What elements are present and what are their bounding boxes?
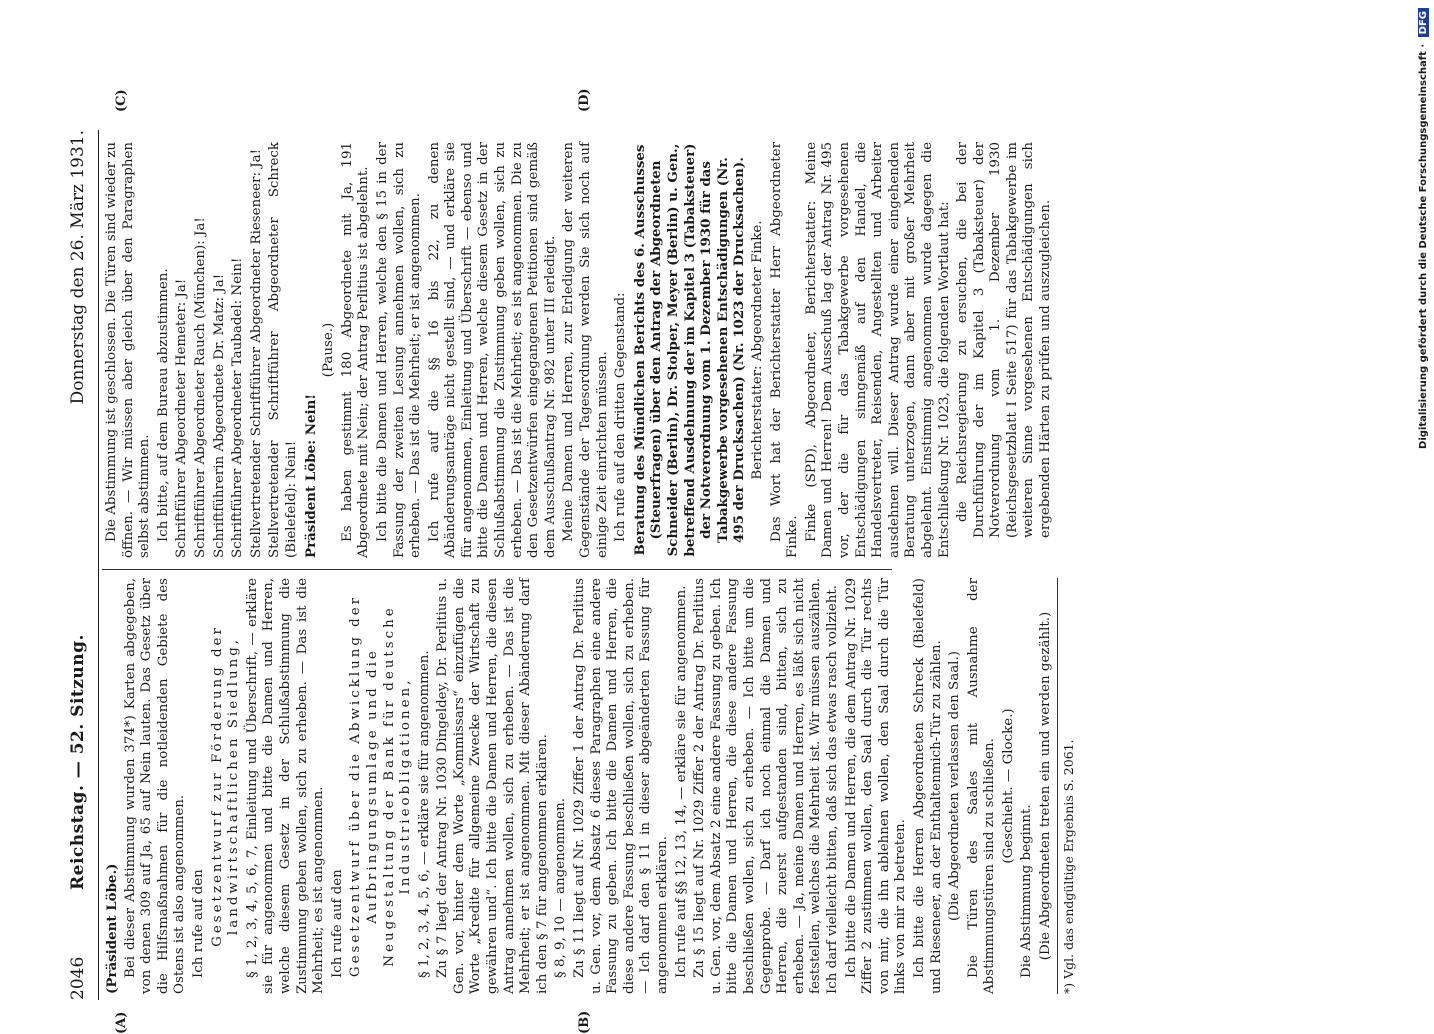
paragraph: Die Abstimmung beginnt. <box>1019 804 1035 978</box>
stage-direction: (Pause.) <box>321 322 337 378</box>
paragraph: Die Abstimmung ist geschlossen. Die Türen sind wieder zu öffnen. — Wir müssen aber gleich über den Paragraphen selbst abstimmen. <box>104 142 153 558</box>
paragraph: Ich bitte die Damen und Herren, welche den § 15 in der Fassung der zweiten Lesung annehmen wollen, sich zu erheben. — Das ist die Mehrheit; er ist angenommen. <box>374 142 424 558</box>
paragraph: Bei dieser Abstimmung wurden 374*) Karten abgegeben, von denen 309 auf Ja, 65 auf Nein lauten. Das Gesetz über die Hilfsmaßnahmen für die notleidenden Gebiete des Ostens ist also angenommen. <box>122 578 188 994</box>
vote-line: Stellvertretender Schriftführer Abgeordneter Schreck (Bielefeld): Nein! <box>267 142 299 558</box>
margin-mark-d: (D) <box>577 88 592 112</box>
paragraph: § 1, 2, 3, 4, 5, 6, — erkläre sie für angenommen. <box>416 650 432 978</box>
paragraph: Berichterstatter: Abgeordneter Finke. <box>749 220 765 480</box>
bill-title: Gesetzentwurf über die Abwicklung der Aufbringungsumlage und die Neugestaltung der Bank für deutsche Industrieobligationen, <box>348 594 414 978</box>
paragraph: § 1, 2, 3, 4, 5, 6, 7, Einleitung und Überschrift, — erkläre sie für angenommen und bitte die Damen und Herren, welche diesem Gesetz in der Schlußabstimmung die Zustimmung geben wollen, sich zu erheben. — Das ist die Mehrheit; es ist angenommen. <box>244 578 327 994</box>
page-date: Donnerstag den 26. März 1931. <box>68 130 88 405</box>
vote-line: Schriftführer Abgeordneter Taubadel: Nein! <box>230 257 246 558</box>
margin-mark-c: (C) <box>114 89 129 112</box>
paragraph: Ich bitte, auf dem Bureau abzustimmen. <box>155 268 171 542</box>
vote-line: Stellvertretender Schriftführer Abgeordneter Rieseneer: Ja! <box>248 149 264 558</box>
credit-text: Digitalisierung gefördert durch die Deutsche Forschungsgemeinschaft · <box>1418 43 1429 449</box>
stage-direction: (Geschieht. — Glocke.) <box>1000 708 1016 864</box>
paragraph: Das Wort hat der Berichterstatter Herr Abgeordneter Finke. <box>768 142 801 558</box>
column-divider <box>102 569 892 570</box>
rotated-document-page <box>62 0 1406 1034</box>
margin-mark-a: (A) <box>114 1011 129 1034</box>
bill-title: Gesetzentwurf zur Förderung der landwirtschaftlichen Siedlung, <box>209 625 242 947</box>
paragraph: Finke (SPD), Abgeordneter, Berichterstatter: Meine Damen und Herren! Dem Ausschuß lag der Antrag Nr. 495 vor, der die für das Tabakgewerbe vorgesehenen Entschädigungen sinngemäß auf den Handel, die Handelsvertreter, Reisenden, Angestellten und Arbeiter ausdehnen will. Dieser Antrag wurde einer eingehenden Beratung unterzogen, dann aber mit großer Mehrheit abgelehnt. Einstimmig angenommen wurde dagegen die Entschließung Nr. 1023, die folgenden Wortlaut hat: <box>803 142 952 558</box>
paragraph: Ich rufe auf den <box>329 869 345 978</box>
page-header <box>62 130 99 1000</box>
dfg-logo: DFG <box>1418 8 1429 37</box>
right-column <box>104 142 1057 558</box>
paragraph: Ich bitte die Damen und Herren, die dem Antrag Nr. 1029 Ziffer 2 zustimmen wollen, den Saal durch die Tür rechts von mir, die ihn ablehnen wollen, den Saal durch die Tür links von mir zu betreten. <box>843 578 909 994</box>
paragraph: Zu § 11 liegt auf Nr. 1029 Ziffer 1 der Antrag Dr. Perlitius u. Gen. vor, dem Absatz 6 dieses Paragraphen eine andere Fassung zu geben. Ich bitte die Damen und Herren, die diese andere Fassung beschließen wollen, sich zu erheben. — Ich darf den § 11 in dieser abgeänderten Fassung für angenommen erklären. <box>572 578 670 994</box>
digitization-credit <box>1418 0 1434 1000</box>
paragraph: Ich rufe auf den <box>190 869 206 978</box>
paragraph: Die Türen des Saales mit Ausnahme der Abstimmungstüren sind zu schließen. <box>965 578 998 994</box>
footnote: *) Vgl. das endgültige Ergebnis S. 2061. <box>1057 578 1078 994</box>
paragraph: Ich rufe auf die §§ 16 bis 22, zu denen Abänderungsanträge nicht gestellt sind, — und erkläre sie für angenommen, Einleitung und Überschrift — ebenso und bitte die Damen und Herren, welche diesem Gesetz in der Schlußabstimmung die Zustimmung geben wollen, sich zu erheben. — Das ist die Mehrheit; es ist angenommen. Die zu den Gesetzentwürfen eingegangenen Petitionen sind gemäß dem Ausschußantrag Nr. 982 unter III erledigt. <box>426 142 558 558</box>
paragraph: Ich rufe auf §§ 12, 13, 14, — erkläre sie für angenommen. <box>673 585 689 978</box>
stage-direction: (Die Abgeordneten verlassen den Saal.) <box>947 651 963 921</box>
stage-direction: (Die Abgeordneten treten ein und werden gezählt.) <box>1038 611 1054 961</box>
paragraph: Zu § 15 liegt auf Nr. 1029 Ziffer 2 der Antrag Dr. Perlitius u. Gen. vor, dem Absatz 2 eine andere Fassung zu geben. Ich bitte die Damen und Herren, die diese andere Fassung beschließen wollen, sich zu erheben. — Ich bitte um die Gegenprobe. — Darf ich noch einmal die Damen und Herren, die zuerst aufgestanden sind, bitten, sich zu erheben. — Ja, meine Damen und Herren, es läßt sich nicht feststellen, welches die Mehrheit ist. Wir müssen auszählen. Ich darf vielleicht bitten, daß sich das etwas rasch vollzieht. <box>692 578 840 994</box>
page-number: 2046 <box>68 956 88 1000</box>
vote-line: Präsident Löbe: Nein! <box>302 393 319 558</box>
quoted-resolution: die Reichsregierung zu ersuchen, die bei der Durchführung der im Kapitel 3 (Tabaksteuer) der Notverordnung vom 1. Dezember 1930 (Reichsgesetzblatt I Seite 517) für das Tabakgewerbe im weiteren Sinne vorgesehenen Entschädigungen sich ergebenden Härten zu prüfen und auszugleichen. <box>955 142 1054 538</box>
paragraph: Meine Damen und Herren, zur Erledigung der weiteren Gegenstände der Tagesordnung werden Sie sich noch auf einige Zeit einrichten müssen. <box>561 142 610 558</box>
paragraph: Zu § 7 liegt der Antrag Nr. 1030 Dingeldey, Dr. Perlitius u. Gen. vor, hinter dem Worte „Kommissars“ einzufügen die Worte „Kredite für allgemeine Zwecke der Wirtschaft zu gewähren und“. Ich bitte die Damen und Herren, die diesen Antrag annehmen wollen, sich zu erheben. — Das ist die Mehrheit; er ist angenommen. Mit dieser Abänderung darf ich den § 7 für angenommen erklären. <box>435 578 550 994</box>
page-title: Reichstag. — 52. Sitzung. <box>68 634 88 890</box>
agenda-item: Beratung des Mündlichen Berichts des 6. Ausschusses (Steuerfragen) über den Antrag der Abgeordneten Schneider (Berlin), Dr. Stolper, Meyer (Berlin) u. Gen., betreffend Ausdehnung der im Kapitel 3 (Tabaksteuer) der Notverordnung vom 1. Dezember 1930 für das Tabakgewerbe vorgesehenen Entschädigungen (Nr. 495 der Drucksachen) (Nr. 1023 der Drucksachen). <box>631 143 748 557</box>
vote-line: Schriftführer Abgeordneter Hemeter: Ja! <box>174 278 190 558</box>
speaker-label: (Präsident Löbe.) <box>104 863 120 994</box>
paragraph: § 8, 9, 10 — angenommen. <box>553 798 569 978</box>
paragraph: Es haben gestimmt 180 Abgeordnete mit Ja, 191 Abgeordnete mit Nein; der Antrag Perlitius ist abgelehnt. <box>339 142 372 558</box>
left-column <box>104 578 1079 994</box>
paragraph: Ich rufe auf den dritten Gegenstand: <box>613 292 629 542</box>
vote-line: Schriftführer Abgeordneter Rauch (München): Ja! <box>192 217 208 558</box>
margin-mark-b: (B) <box>577 1010 592 1034</box>
vote-line: Schriftführerin Abgeordnete Dr. Matz: Ja! <box>211 273 227 558</box>
paragraph: Ich bitte die Herren Abgeordneten Schreck (Bielefeld) und Rieseneer, an der Enthaltenmich-Tür zu zählen. <box>911 578 944 994</box>
